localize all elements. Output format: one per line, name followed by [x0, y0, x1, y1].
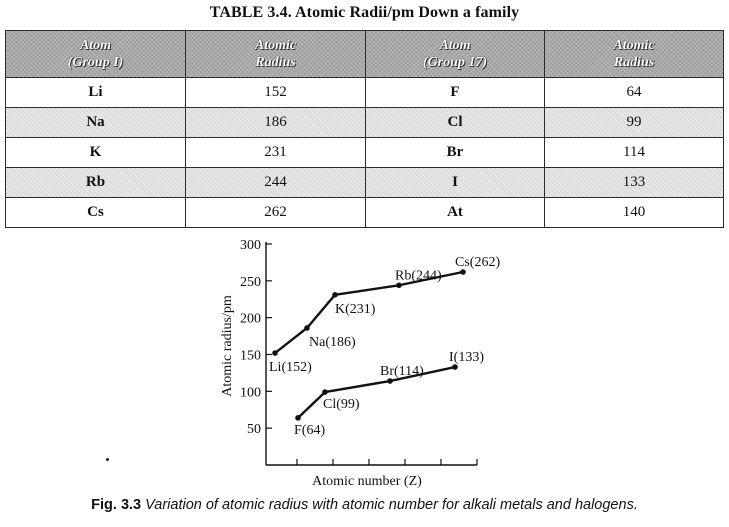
atomic-radii-table [5, 30, 724, 228]
header-radius-group-1 [186, 31, 366, 78]
x-axis-label: Atomic number (Z) [312, 474, 422, 489]
cell-radius-group-17: 140 [545, 198, 724, 228]
series-line-halogen [298, 367, 455, 418]
cell-atom-group-1: Na [6, 108, 186, 138]
data-point [272, 350, 278, 356]
table-row [6, 78, 724, 108]
cell-atom-group-1: Li [6, 78, 186, 108]
cell-radius-group-1: 186 [186, 108, 366, 138]
table-title: TABLE 3.4. Atomic Radii/pm Down a family [209, 4, 520, 21]
header-radius-group-1-line-1: Atomic [254, 38, 297, 53]
table-row [6, 138, 724, 168]
data-point [304, 325, 310, 331]
data-point [387, 378, 393, 384]
y-tick-label: 200 [240, 311, 261, 327]
data-point [332, 292, 338, 298]
figure-caption-text: Variation of atomic radius with atomic number for alkali metals and halogens. [145, 497, 638, 513]
cell-atom-group-17: I [366, 168, 545, 198]
header-atom-group-17 [366, 31, 545, 78]
data-label: Rb(244) [395, 268, 442, 284]
cell-atom-group-17: Cl [366, 108, 545, 138]
data-label: K(231) [335, 301, 376, 317]
data-label: I(133) [449, 350, 484, 366]
cell-atom-group-1: K [6, 138, 186, 168]
data-point [452, 364, 458, 370]
cell-radius-group-17: 114 [545, 138, 724, 168]
header-radius-group-17-line-2: Radius [613, 55, 655, 70]
stray-mark [106, 458, 109, 461]
table-header-row [6, 31, 724, 78]
table-row [6, 198, 724, 228]
header-radius-group-1-line-2: Radius [255, 55, 296, 70]
header-atom-group-1-line-2: (Group I) [67, 55, 124, 70]
table-row [6, 168, 724, 198]
cell-radius-group-1: 231 [186, 138, 366, 168]
cell-atom-group-17: Br [366, 138, 545, 168]
header-radius-group-17-line-1: Atomic [613, 38, 655, 53]
cell-atom-group-17: At [366, 198, 545, 228]
data-label: Cl(99) [323, 397, 360, 413]
data-point [295, 415, 301, 421]
figure-number: Fig. 3.3 [91, 497, 142, 513]
cell-atom-group-1: Rb [6, 168, 186, 198]
data-label: Na(186) [309, 334, 356, 350]
data-point [396, 282, 402, 288]
header-atom-group-17-line-1: Atom [439, 38, 471, 53]
cell-radius-group-17: 99 [545, 108, 724, 138]
data-point [322, 389, 328, 395]
y-tick-label: 100 [240, 385, 261, 401]
figure-caption [0, 497, 729, 513]
y-tick-label: 300 [240, 238, 261, 253]
y-tick-label: 250 [240, 274, 261, 290]
data-label: F(64) [294, 422, 326, 438]
data-label: Br(114) [380, 364, 424, 380]
cell-radius-group-1: 152 [186, 78, 366, 108]
cell-radius-group-1: 262 [186, 198, 366, 228]
y-tick-label: 50 [247, 422, 261, 438]
cell-radius-group-17: 64 [545, 78, 724, 108]
cell-radius-group-1: 244 [186, 168, 366, 198]
y-axis-label: Atomic radius/pm [220, 295, 235, 397]
chart-series [272, 269, 466, 420]
cell-radius-group-17: 133 [545, 168, 724, 198]
data-point [460, 269, 466, 275]
data-label: Cs(262) [455, 254, 501, 270]
header-atom-group-1-line-1: Atom [79, 38, 112, 53]
cell-atom-group-1: Cs [6, 198, 186, 228]
header-atom-group-1 [6, 31, 186, 78]
header-atom-group-17-line-2: (Group 17) [422, 55, 488, 70]
table-row [6, 108, 724, 138]
header-radius-group-17 [545, 31, 724, 78]
data-label: Li(152) [269, 360, 312, 376]
cell-atom-group-17: F [366, 78, 545, 108]
atomic-radius-chart [205, 236, 525, 492]
chart-labels [269, 255, 500, 438]
y-tick-label: 150 [240, 348, 261, 364]
